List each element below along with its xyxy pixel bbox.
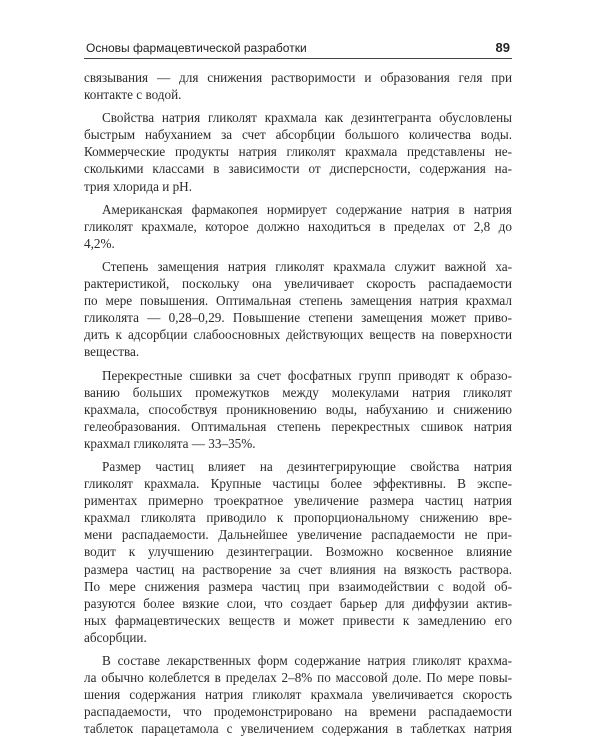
- text-line: контакте с водой.: [84, 87, 182, 103]
- text-line: по мере повышения. Оптимальная степень замещения натрия крахмал: [84, 293, 512, 309]
- text-line: Перекрестные сшивки за счет фосфатных групп приводят к образо-: [102, 367, 512, 383]
- paragraph: [84, 69, 512, 103]
- text-line: водит к улучшению дезинтеграции. Возможно косвенное влияние: [84, 544, 512, 560]
- text-line: Свойства натрия гликолят крахмала как дезинтегранта обусловлены: [102, 110, 512, 126]
- text-line: мени распадаемости. Дальнейшее увеличение распадаемости не при-: [84, 527, 512, 543]
- paragraph: [84, 367, 512, 452]
- body-text: [84, 69, 512, 737]
- text-line: гелеобразования. Оптимальная степень перекрестных сшивок натрия: [84, 418, 512, 434]
- text-line: ла обычно колеблется в пределах 2–8% по массовой доле. По мере повы-: [84, 670, 512, 686]
- text-line: По мере снижения размера частиц при взаимодействии с водой об-: [84, 578, 512, 594]
- text-line: вещества.: [84, 344, 140, 360]
- text-line: гликолята — 0,28–0,29. Повышение степени замещения может приво-: [84, 310, 512, 326]
- text-line: крахмала, способствуя проникновению воды, набуханию и снижению: [84, 401, 512, 417]
- text-line: разуются более вязкие слои, что создает барьер для диффузии актив-: [84, 595, 512, 611]
- paragraph: [84, 201, 512, 252]
- text-line: гликолят крахмала. Крупные частицы более эффективны. В экспе-: [84, 476, 512, 492]
- paragraph: [84, 458, 512, 646]
- text-line: Размер частиц влияет на дезинтегрирующие свойства натрия: [102, 458, 512, 474]
- text-line: связывания — для снижения растворимости и образования геля при: [84, 70, 512, 85]
- text-line: абсорбции.: [84, 629, 147, 645]
- text-line: сколькими классами в зависимости от дисперсности, содержания на-: [84, 161, 512, 177]
- text-line: шения содержания натрия гликолят крахмала увеличивается скорость: [84, 687, 512, 703]
- text-line: Коммерческие продукты натрия гликолят крахмала представлены не-: [84, 144, 512, 160]
- text-line: трия хлорида и pH.: [84, 178, 192, 194]
- text-line: распадаемости, что продемонстрировано на времени распадаемости: [84, 704, 512, 720]
- text-line: крахмал гликолята приводило к пропорциональному снижению вре-: [84, 510, 512, 526]
- page-number: 89: [495, 40, 510, 55]
- text-line: Американская фармакопея нормирует содержание натрия в натрия: [102, 201, 512, 217]
- text-line: ванию больших промежутков между молекулами натрия гликолят: [84, 384, 512, 400]
- text-line: гликолят крахмале, которое должно находиться в пределах от 2,8 до: [84, 218, 512, 234]
- text-line: риментах примерно троекратное увеличение размера частиц натрия: [84, 493, 512, 509]
- running-header: [84, 40, 512, 59]
- text-line: крахмал гликолята — 33–35%.: [84, 435, 256, 451]
- running-title: Основы фармацевтической разработки: [86, 41, 307, 55]
- book-page: [84, 40, 512, 743]
- text-line: быстрым набуханием за счет абсорбции большого количества воды.: [84, 127, 512, 143]
- paragraph: [84, 652, 512, 737]
- text-line: размера частиц на растворение за счет влияния на вязкость раствора.: [84, 561, 512, 577]
- text-line: ных фармацевтических веществ и может привести к замедлению его: [84, 612, 512, 628]
- text-line: рактеристикой, поскольку она увеличивает скорость распадаемости: [84, 276, 512, 292]
- text-line: В составе лекарственных форм содержание натрия гликолят крахма-: [102, 653, 512, 668]
- text-line: дить к адсорбции слабоосновных действующих веществ на поверхности: [84, 327, 512, 343]
- paragraph: [84, 109, 512, 194]
- text-line: 4,2%.: [84, 235, 115, 251]
- text-line: таблеток парацетамола с увеличением содержания в таблетках натрия: [84, 721, 512, 737]
- text-line: Степень замещения натрия гликолят крахмала служит важной ха-: [102, 258, 512, 274]
- paragraph: [84, 258, 512, 361]
